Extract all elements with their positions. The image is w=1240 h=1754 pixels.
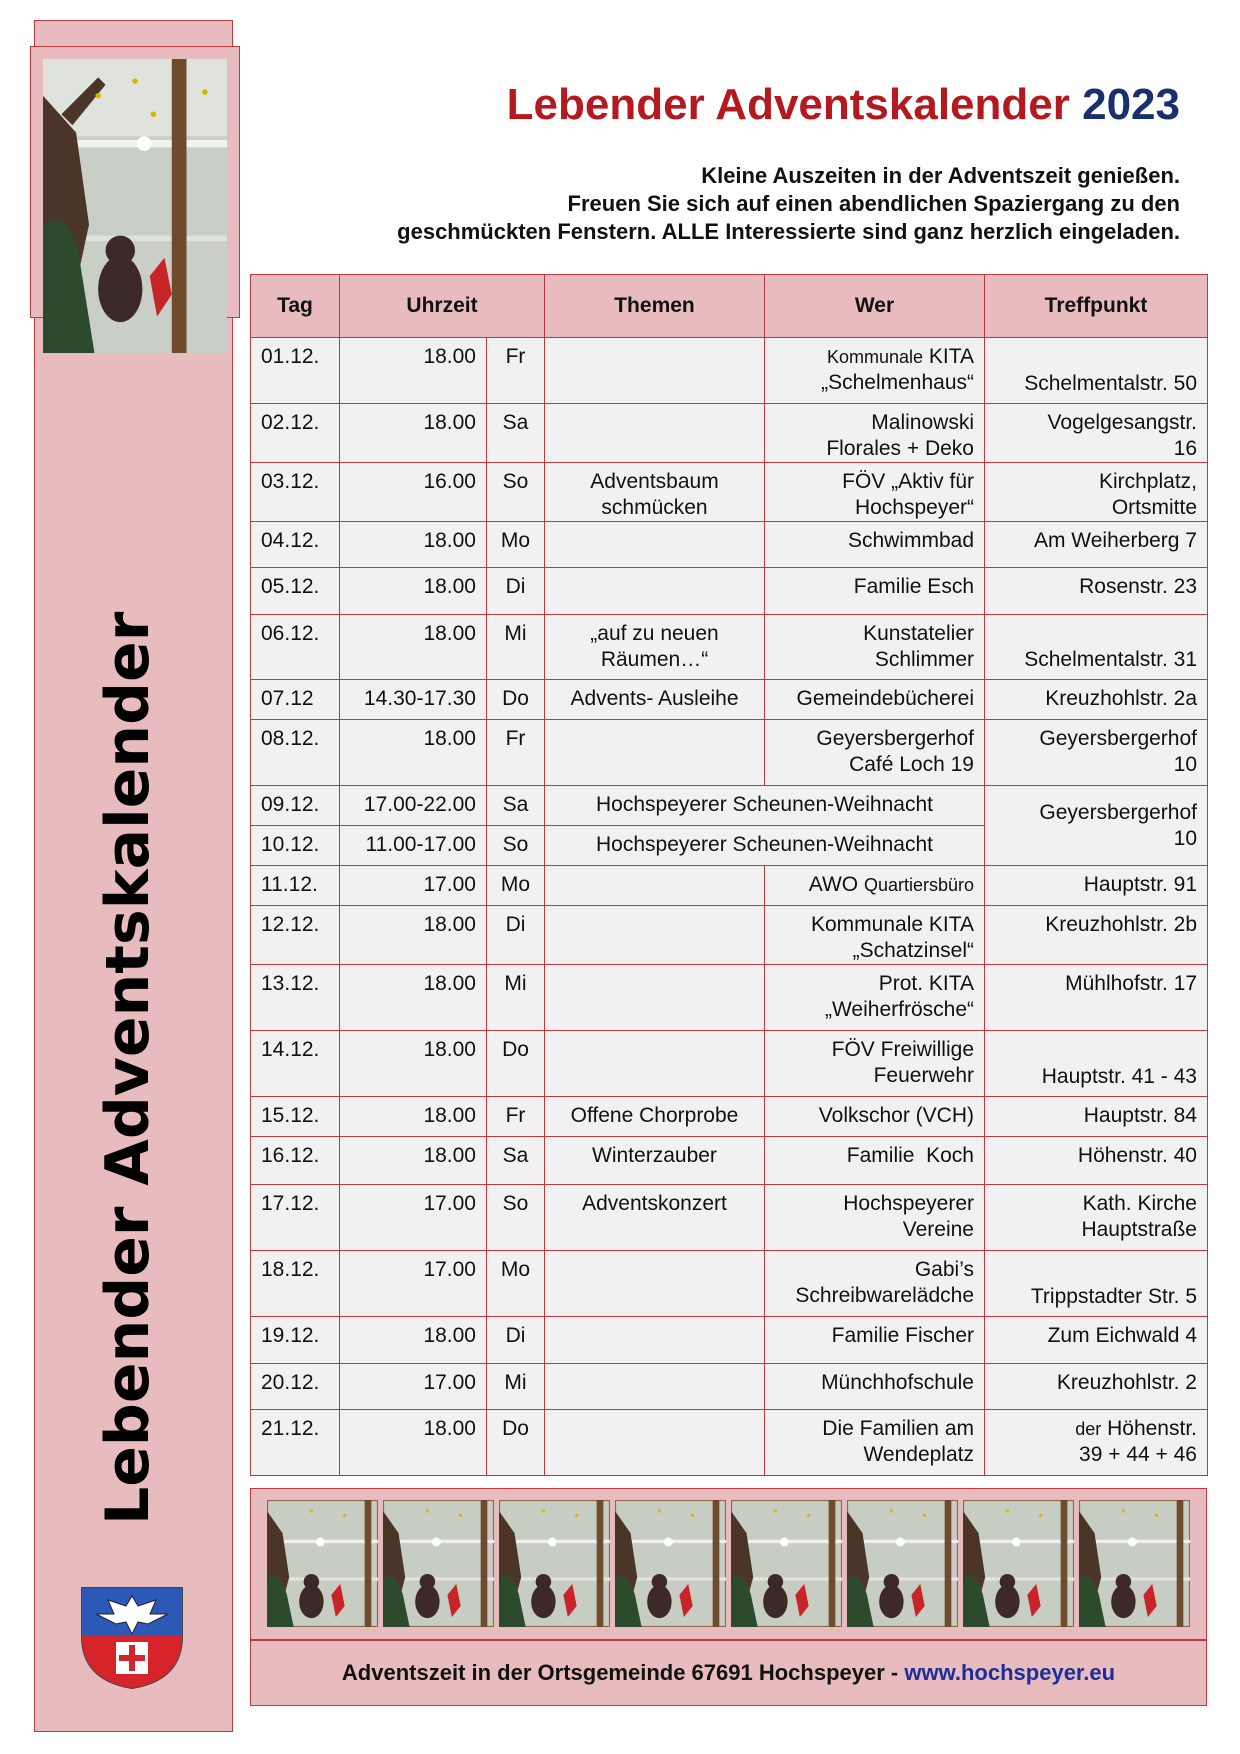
footer-url[interactable]: www.hochspeyer.eu [904, 1660, 1116, 1685]
cell-place: Mühlhofstr. 17 [985, 965, 1208, 1031]
cell-event: Hochspeyerer Scheunen-Weihnacht [545, 826, 985, 866]
cell-date: 06.12. [251, 615, 340, 680]
cell-date: 03.12. [251, 463, 340, 522]
cell-date: 04.12. [251, 522, 340, 568]
cell-time: 18.00 [340, 615, 487, 680]
cell-weekday: Di [487, 906, 545, 965]
cell-date: 21.12. [251, 1410, 340, 1476]
cell-time: 18.00 [340, 1097, 487, 1137]
cell-place: Kreuzhohlstr. 2 [985, 1364, 1208, 1410]
footer-bar [250, 1640, 1207, 1706]
intro-line: Freuen Sie sich auf einen abendlichen Spaziergang zu den [567, 191, 1180, 216]
cell-weekday: Sa [487, 1137, 545, 1185]
cell-time: 18.00 [340, 338, 487, 404]
intro-text [240, 162, 1180, 246]
cell-date: 15.12. [251, 1097, 340, 1137]
cell-place: Vogelgesangstr. 16 [985, 404, 1208, 463]
cell-weekday: Fr [487, 338, 545, 404]
col-header-wer: Wer [765, 275, 985, 338]
col-header-tag: Tag [251, 275, 340, 338]
cell-who: Gemeindebücherei [765, 680, 985, 720]
cell-place: Geyersbergerhof 10 [985, 720, 1208, 786]
table-row [251, 404, 1208, 463]
cell-weekday: Mo [487, 522, 545, 568]
cell-place: Höhenstr. 40 [985, 1137, 1208, 1185]
cell-weekday: So [487, 826, 545, 866]
table-row [251, 720, 1208, 786]
table-header-row [251, 275, 1208, 338]
cell-weekday: Di [487, 1317, 545, 1364]
table-row [251, 1185, 1208, 1251]
cell-date: 17.12. [251, 1185, 340, 1251]
cell-time: 18.00 [340, 404, 487, 463]
cell-time: 17.00 [340, 866, 487, 906]
table-row [251, 1031, 1208, 1097]
cell-date: 07.12 [251, 680, 340, 720]
footer-separator: - [884, 1660, 905, 1685]
cell-time: 17.00 [340, 1251, 487, 1317]
cell-who: Malinowski Florales + Deko [765, 404, 985, 463]
table-row [251, 786, 1208, 826]
cell-place: Schelmentalstr. 31 [985, 615, 1208, 680]
cell-place: Zum Eichwald 4 [985, 1317, 1208, 1364]
cell-time: 18.00 [340, 965, 487, 1031]
cell-theme: Winterzauber [545, 1137, 765, 1185]
table-row [251, 680, 1208, 720]
table-row [251, 1317, 1208, 1364]
place-text: Höhenstr. 39 + 44 + 46 [1079, 1417, 1197, 1466]
cell-who: Hochspeyerer Vereine [765, 1185, 985, 1251]
cell-weekday: Mi [487, 615, 545, 680]
cell-time: 18.00 [340, 720, 487, 786]
cell-date: 05.12. [251, 568, 340, 615]
cell-theme [545, 906, 765, 965]
cell-weekday: Do [487, 1031, 545, 1097]
cell-place: Hauptstr. 41 - 43 [985, 1031, 1208, 1097]
cell-theme [545, 720, 765, 786]
cell-date: 08.12. [251, 720, 340, 786]
vertical-title: Lebender Adventskalender [93, 611, 163, 1525]
window-thumbnail [615, 1500, 726, 1627]
cell-time: 14.30-17.30 [340, 680, 487, 720]
cell-who: Schwimmbad [765, 522, 985, 568]
cell-time: 18.00 [340, 1410, 487, 1476]
cell-date: 13.12. [251, 965, 340, 1031]
table-row [251, 568, 1208, 615]
cell-theme: Advents- Ausleihe [545, 680, 765, 720]
cell-date: 16.12. [251, 1137, 340, 1185]
page-title: Lebender Adventskalender 2023 [506, 80, 1180, 129]
window-thumbnail [499, 1500, 610, 1627]
cell-place: Schelmentalstr. 50 [985, 338, 1208, 404]
cell-date: 18.12. [251, 1251, 340, 1317]
cell-time: 18.00 [340, 1031, 487, 1097]
cell-place [985, 1410, 1208, 1476]
cell-who: Kunstatelier Schlimmer [765, 615, 985, 680]
cell-theme [545, 568, 765, 615]
cell-place: Kirchplatz, Ortsmitte [985, 463, 1208, 522]
schedule-table [250, 274, 1208, 1476]
cell-time: 16.00 [340, 463, 487, 522]
cell-date: 12.12. [251, 906, 340, 965]
table-row [251, 1137, 1208, 1185]
cell-theme [545, 965, 765, 1031]
cell-who: Münchhofschule [765, 1364, 985, 1410]
cell-who [765, 338, 985, 404]
cell-time: 18.00 [340, 1317, 487, 1364]
municipal-coat-of-arms [78, 1584, 186, 1690]
cell-weekday: Sa [487, 786, 545, 826]
cell-theme [545, 522, 765, 568]
cell-date: 01.12. [251, 338, 340, 404]
window-thumbnail [267, 1500, 378, 1627]
cell-date: 02.12. [251, 404, 340, 463]
cell-event: Hochspeyerer Scheunen-Weihnacht [545, 786, 985, 826]
cell-who: FÖV Freiwillige Feuerwehr [765, 1031, 985, 1097]
cell-theme [545, 338, 765, 404]
window-thumbnail [1079, 1500, 1190, 1627]
col-header-treffpunkt: Treffpunkt [985, 275, 1208, 338]
cell-weekday: Do [487, 1410, 545, 1476]
footer-text: Adventszeit in der Ortsgemeinde 67691 Hochspeyer [341, 1660, 885, 1685]
table-row [251, 965, 1208, 1031]
table-row [251, 338, 1208, 404]
intro-line: geschmückten Fenstern. ALLE Interessierte sind ganz herzlich eingeladen. [397, 219, 1180, 244]
cell-date: 20.12. [251, 1364, 340, 1410]
cell-weekday: Fr [487, 1097, 545, 1137]
cell-theme: Offene Chorprobe [545, 1097, 765, 1137]
cell-time: 18.00 [340, 1137, 487, 1185]
cell-place: Hauptstr. 84 [985, 1097, 1208, 1137]
cell-who: Familie Fischer [765, 1317, 985, 1364]
cell-who: Die Familien am Wendeplatz [765, 1410, 985, 1476]
cell-who: Kommunale KITA „Schatzinsel“ [765, 906, 985, 965]
cell-theme [545, 404, 765, 463]
table-row [251, 1410, 1208, 1476]
who-text: KITA „Schelmenhaus“ [821, 345, 974, 394]
cell-who [765, 866, 985, 906]
table-row [251, 1251, 1208, 1317]
cell-weekday: Mo [487, 866, 545, 906]
title-year: 2023 [1082, 80, 1180, 129]
who-small: Quartiersbüro [863, 875, 974, 895]
cell-place: Kreuzhohlstr. 2a [985, 680, 1208, 720]
cell-time: 17.00 [340, 1364, 487, 1410]
cell-time: 18.00 [340, 906, 487, 965]
cell-theme [545, 1031, 765, 1097]
cell-time: 11.00-17.00 [340, 826, 487, 866]
table-row [251, 1097, 1208, 1137]
table-row [251, 906, 1208, 965]
cell-place: Rosenstr. 23 [985, 568, 1208, 615]
cell-weekday: Do [487, 680, 545, 720]
cell-theme: Adventskonzert [545, 1185, 765, 1251]
window-photo [43, 59, 227, 353]
cell-who: Gabi’s Schreibwarelädche [765, 1251, 985, 1317]
window-thumbnail [963, 1500, 1074, 1627]
cell-weekday: Mi [487, 965, 545, 1031]
window-photo-frame [30, 46, 240, 318]
cell-who: Familie Koch [765, 1137, 985, 1185]
cell-who: Familie Esch [765, 568, 985, 615]
cell-place: Kreuzhohlstr. 2b [985, 906, 1208, 965]
table-row [251, 1364, 1208, 1410]
cell-date: 10.12. [251, 826, 340, 866]
cell-date: 19.12. [251, 1317, 340, 1364]
cell-theme [545, 1364, 765, 1410]
place-small: der [1075, 1419, 1102, 1439]
cell-time: 17.00 [340, 1185, 487, 1251]
cell-who: Geyersbergerhof Café Loch 19 [765, 720, 985, 786]
cell-place: Hauptstr. 91 [985, 866, 1208, 906]
table-row [251, 615, 1208, 680]
cell-weekday: Mo [487, 1251, 545, 1317]
cell-weekday: Fr [487, 720, 545, 786]
cell-theme [545, 1410, 765, 1476]
cell-place: Geyersbergerhof 10 [985, 786, 1208, 866]
cell-weekday: Mi [487, 1364, 545, 1410]
window-thumbnail [383, 1500, 494, 1627]
who-small: Kommunale [827, 347, 924, 367]
window-thumbnail [847, 1500, 958, 1627]
cell-time: 18.00 [340, 522, 487, 568]
table-row [251, 866, 1208, 906]
cell-who: Volkschor (VCH) [765, 1097, 985, 1137]
cell-place: Trippstadter Str. 5 [985, 1251, 1208, 1317]
cell-date: 11.12. [251, 866, 340, 906]
cell-who: Prot. KITA „Weiherfrösche“ [765, 965, 985, 1031]
window-thumbnail [731, 1500, 842, 1627]
cell-theme [545, 866, 765, 906]
cell-theme [545, 1251, 765, 1317]
table-row [251, 522, 1208, 568]
col-header-themen: Themen [545, 275, 765, 338]
cell-weekday: Sa [487, 404, 545, 463]
cell-theme: Adventsbaum schmücken [545, 463, 765, 522]
cell-place: Kath. Kirche Hauptstraße [985, 1185, 1208, 1251]
who-text: AWO [808, 873, 864, 896]
intro-line: Kleine Auszeiten in der Adventszeit genießen. [701, 163, 1180, 188]
photo-strip [250, 1488, 1207, 1640]
cell-weekday: So [487, 1185, 545, 1251]
cell-date: 09.12. [251, 786, 340, 826]
cell-weekday: Di [487, 568, 545, 615]
table-row [251, 463, 1208, 522]
cell-place: Am Weiherberg 7 [985, 522, 1208, 568]
cell-weekday: So [487, 463, 545, 522]
cell-time: 18.00 [340, 568, 487, 615]
cell-date: 14.12. [251, 1031, 340, 1097]
cell-theme: „auf zu neuen Räumen…“ [545, 615, 765, 680]
cell-who: FÖV „Aktiv für Hochspeyer“ [765, 463, 985, 522]
col-header-uhrzeit: Uhrzeit [340, 275, 545, 338]
cell-time: 17.00-22.00 [340, 786, 487, 826]
cell-theme [545, 1317, 765, 1364]
